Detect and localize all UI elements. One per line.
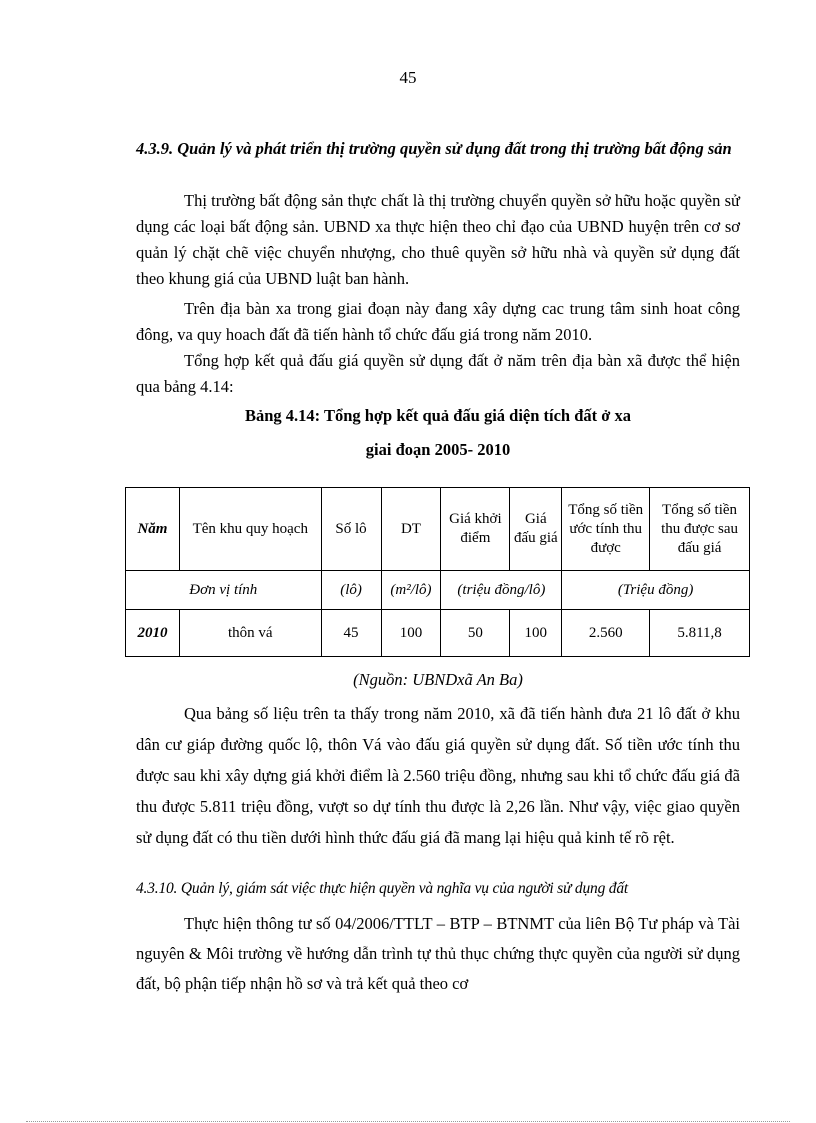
cell-actual-total: 5.811,8: [650, 610, 750, 657]
section-heading: 4.3.9. Quản lý và phát triển thị trường quyền sử dụng đất trong thị trường bất động sản: [136, 139, 732, 158]
table-caption-line2: giai đoạn 2005- 2010: [365, 440, 511, 459]
paragraph-4: Qua bảng số liệu trên ta thấy trong năm 2010, xã đã tiến hành đưa 21 lô đất ở khu dân cư giáp đường quốc lộ, thôn Vá vào đấu giá quyền sử dụng đất. Số tiền ước tính thu được sau khi xây dựng giá khởi điểm là 2.560 triệu đồng, nhưng sau khi tổ chức đấu giá đã thu được 5.811 triệu đồng, vượt so dự tính thu được là 2,26 lần. Như vậy, việc giao quyền sử dụng đất có thu tiền dưới hình thức đấu giá đã mang lại hiệu quả kinh tế rõ rệt.: [136, 704, 740, 847]
header-year: Năm: [126, 488, 180, 571]
page-number: 45: [399, 68, 417, 87]
page-bottom-divider: [26, 1121, 790, 1122]
unit-area: (m²/lô): [381, 571, 441, 610]
header-area-name: Tên khu quy hoạch: [179, 488, 321, 571]
subsection-heading: 4.3.10. Quản lý, giám sát việc thực hiện quyền và nghĩa vụ của người sử dụng đất: [136, 880, 629, 897]
cell-year: 2010: [126, 610, 180, 657]
header-area: DT: [381, 488, 441, 571]
header-start-price: Giá khởi điểm: [441, 488, 510, 571]
paragraph-2: Trên địa bàn xa trong giai đoạn này đang xây dựng cac trung tâm sinh hoat công đông, va quy hoach đất đã tiến hành tổ chức đấu giá trong năm 2010.: [136, 299, 740, 344]
cell-auction-price: 100: [510, 610, 562, 657]
cell-area: 100: [381, 610, 441, 657]
header-estimated-total: Tổng số tiền ước tính thu được: [562, 488, 650, 571]
unit-label: Đơn vị tính: [126, 571, 322, 610]
auction-results-table: [125, 487, 750, 657]
cell-lot-count: 45: [321, 610, 381, 657]
table-source: (Nguồn: UBNDxã An Ba): [353, 670, 523, 689]
table-caption-line1: Bảng 4.14: Tổng hợp kết quả đấu giá diện tích đất ở xa: [244, 406, 632, 425]
header-auction-price: Giá đấu giá: [510, 488, 562, 571]
header-lot-count: Số lô: [321, 488, 381, 571]
paragraph-3: Tổng hợp kết quả đấu giá quyền sử dụng đất ở năm trên địa bàn xã được thể hiện qua bảng 4.14:: [136, 351, 740, 396]
paragraph-5: Thực hiện thông tư số 04/2006/TTLT – BTP – BTNMT của liên Bộ Tư pháp và Tài nguyên & Môi trường về hướng dẫn trình tự thủ thục chứng thực quyền của người sử dụng đất, bộ phận tiếp nhận hồ sơ và trả kết quả theo cơ: [136, 914, 740, 993]
table-row: [126, 610, 750, 657]
cell-start-price: 50: [441, 610, 510, 657]
cell-area-name: thôn vá: [179, 610, 321, 657]
unit-lot: (lô): [321, 571, 381, 610]
cell-estimated-total: 2.560: [562, 610, 650, 657]
table-unit-row: [126, 571, 750, 610]
table-header-row: [126, 488, 750, 571]
unit-total: (Triệu đồng): [562, 571, 750, 610]
paragraph-1: Thị trường bất động sản thực chất là thị trường chuyển quyền sở hữu hoặc quyền sử dụng các loại bất động sản. UBND xa thực hiện theo chỉ đạo của UBND huyện trên cơ sơ quản lý chặt chẽ việc chuyển nhượng, cho thuê quyền sở hữu nhà và quyền sử dụng đất theo khung giá của UBND luật ban hành.: [136, 191, 740, 288]
header-actual-total: Tổng số tiền thu được sau đấu giá: [650, 488, 750, 571]
unit-price: (triệu đồng/lô): [441, 571, 562, 610]
